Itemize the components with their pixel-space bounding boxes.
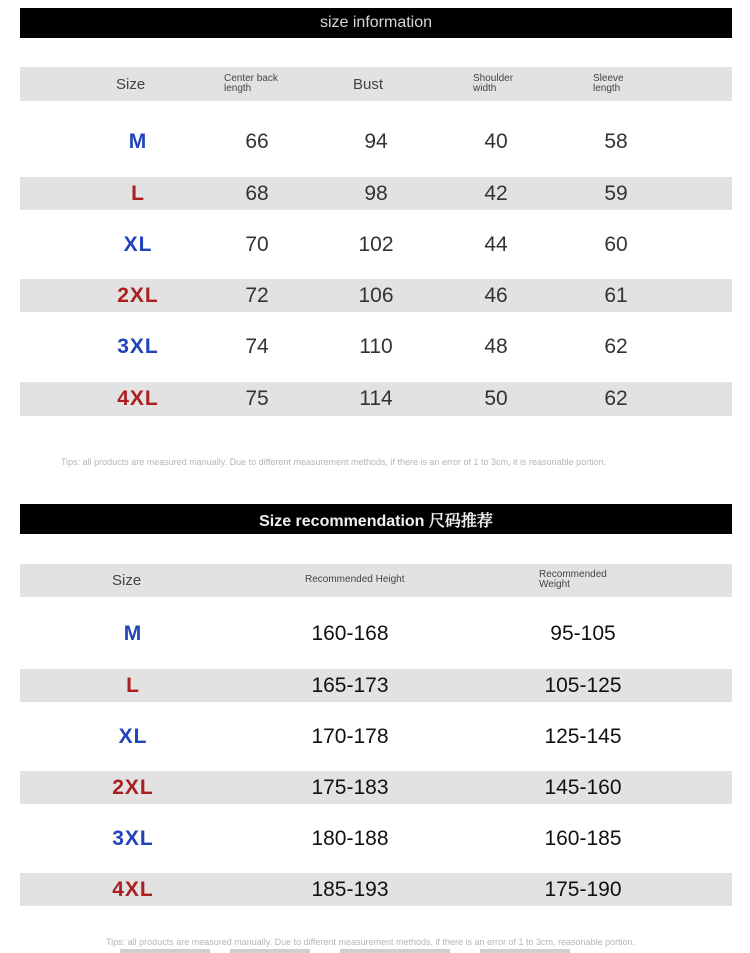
table-row <box>20 279 732 312</box>
size-label: 2XL <box>112 775 154 799</box>
header-recommended-weight-line2: Weight <box>539 579 570 590</box>
size-label: 2XL <box>117 283 159 307</box>
size-label: 3XL <box>112 827 154 850</box>
table-row <box>20 382 732 416</box>
size-information-title-bar <box>20 8 732 38</box>
shoulder-width-value: 48 <box>484 335 508 358</box>
sleeve-length-value: 62 <box>604 335 628 358</box>
recommended-weight-value: 125-145 <box>544 725 622 748</box>
header-size: Size <box>112 572 142 589</box>
sleeve-length-value: 62 <box>604 387 628 410</box>
bust-value: 110 <box>359 335 393 358</box>
sleeve-length-value: 59 <box>604 181 628 205</box>
header-center-back-line2: length <box>224 83 252 94</box>
size-label: M <box>123 622 143 645</box>
size-label: 4XL <box>112 877 154 901</box>
decorative-smudge <box>120 949 210 953</box>
size-label: XL <box>118 725 148 748</box>
center-back-length-value: 68 <box>245 181 269 205</box>
size-information-header-row <box>20 67 732 101</box>
center-back-length-value: 70 <box>245 233 269 256</box>
header-shoulder-line2: width <box>473 83 497 94</box>
shoulder-width-value: 44 <box>484 233 508 256</box>
sleeve-length-value: 58 <box>604 130 628 153</box>
size-recommendation-title: Size recommendation 尺码推荐 <box>259 512 493 530</box>
table-row <box>20 228 732 262</box>
header-shoulder-line1: Shoulder <box>473 73 514 84</box>
center-back-length-value: 72 <box>245 283 269 307</box>
center-back-length-value: 75 <box>245 387 269 410</box>
table-row <box>20 873 732 906</box>
measurement-tip: Tips: all products are measured manually. Due to different measurement methods, if there is an error of 1 to 3cm, reasonable portion. <box>106 937 636 947</box>
table-row <box>20 669 732 702</box>
bust-value: 98 <box>364 181 388 205</box>
center-back-length-value: 66 <box>245 130 269 153</box>
recommended-weight-value: 95-105 <box>550 622 616 645</box>
recommended-weight-value: 175-190 <box>544 877 622 901</box>
recommended-height-value: 180-188 <box>311 827 389 850</box>
sleeve-length-value: 61 <box>604 283 628 307</box>
shoulder-width-value: 46 <box>484 283 508 307</box>
table-row <box>20 177 732 210</box>
decorative-smudge <box>340 949 450 953</box>
recommended-weight-value: 160-185 <box>544 827 622 850</box>
center-back-length-value: 74 <box>245 335 269 358</box>
size-information-title: size information <box>319 14 433 31</box>
header-sleeve-line1: Sleeve <box>593 73 624 84</box>
size-recommendation-header-row <box>20 564 732 597</box>
recommended-height-value: 160-168 <box>311 622 389 645</box>
header-center-back-line1: Center back <box>224 73 278 84</box>
table-row <box>20 125 732 159</box>
shoulder-width-value: 50 <box>484 387 508 410</box>
bust-value: 114 <box>359 387 393 410</box>
recommended-weight-value: 105-125 <box>544 673 622 697</box>
sleeve-length-value: 60 <box>604 233 628 256</box>
header-recommended-weight-line1: Recommended <box>539 569 607 580</box>
recommended-height-value: 165-173 <box>311 673 389 697</box>
bust-value: 94 <box>364 130 388 153</box>
header-bust: Bust <box>353 76 384 93</box>
table-row <box>20 720 732 754</box>
measurement-tip: Tips: all products are measured manually. Due to different measurement methods, if there is an error of 1 to 3cm, it is reasonable portion. <box>61 457 607 467</box>
table-row <box>20 330 732 364</box>
bust-value: 102 <box>358 233 394 256</box>
decorative-smudge <box>480 949 570 953</box>
size-label: 3XL <box>117 335 159 358</box>
size-recommendation-title-bar <box>20 504 732 534</box>
table-row <box>20 771 732 804</box>
shoulder-width-value: 42 <box>484 181 508 205</box>
table-row <box>20 822 732 856</box>
size-label: L <box>131 181 145 205</box>
decorative-smudge <box>230 949 310 953</box>
size-label: M <box>128 130 148 153</box>
size-label: 4XL <box>117 387 159 410</box>
header-size: Size <box>116 76 146 93</box>
recommended-height-value: 175-183 <box>311 775 389 799</box>
size-label: XL <box>123 233 153 256</box>
recommended-height-value: 170-178 <box>311 725 389 748</box>
header-recommended-height: Recommended Height <box>305 574 405 585</box>
bust-value: 106 <box>358 283 394 307</box>
recommended-height-value: 185-193 <box>311 877 389 901</box>
shoulder-width-value: 40 <box>484 130 508 153</box>
size-label: L <box>126 673 140 697</box>
table-row <box>20 617 732 651</box>
recommended-weight-value: 145-160 <box>544 775 622 799</box>
header-sleeve-line2: length <box>593 83 621 94</box>
